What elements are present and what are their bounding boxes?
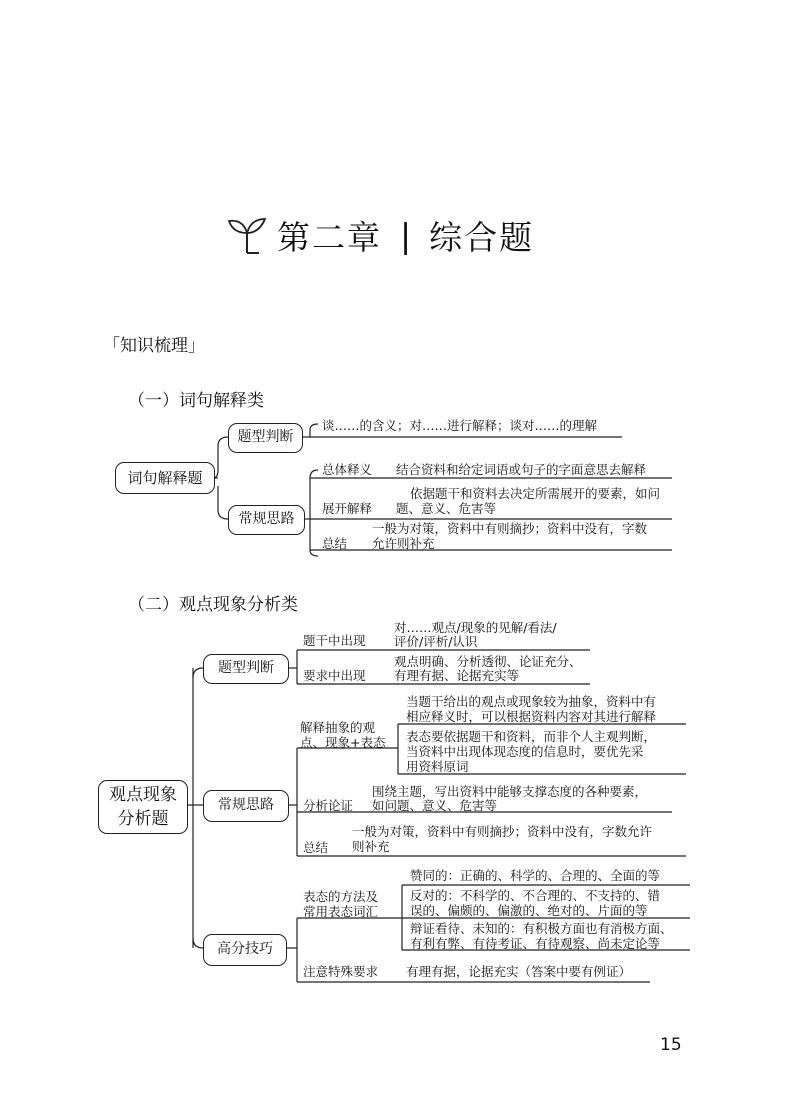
part2-key-method-2: 常用表态词汇 (303, 904, 379, 919)
part2-explain-b-2: 当资料中出现体现态度的信息时，要优先采 (406, 744, 644, 759)
part1-title: （一）词句解释类 (128, 391, 264, 411)
part2-key-req: 要求中出现 (303, 668, 366, 683)
part2-explain-b-3: 用资料原词 (406, 759, 469, 774)
part2-text-stem-2: 评价/评析/认识 (394, 634, 478, 649)
part2-branch-type: 题型判断 (203, 654, 289, 684)
part2-special-text: 有理有据，论据充实（答案中要有例证） (406, 964, 632, 979)
part1-root-box: 词句解释题 (115, 462, 215, 494)
part2-explain-b-1: 表态要依据题干和资料，而非个人主观判断， (406, 729, 657, 744)
part2-text-req-1: 观点明确、分析透彻、论证充分、 (394, 654, 582, 669)
part2-analysis-2: 如问题、意义、危害等 (372, 798, 498, 813)
part1-text-summary-2: 允许则补充 (372, 536, 435, 551)
part2-text-stem-1: 对……观点/现象的见解/看法/ (394, 620, 557, 635)
part1-branch-type: 题型判断 (228, 423, 303, 453)
part2-summary-1: 一般为对策，资料中有则摘抄；资料中没有，字数允许 (352, 824, 653, 839)
part2-key-stem: 题干中出现 (303, 633, 366, 648)
chapter-number: 第二章 (277, 217, 382, 257)
part2-key-explain-1: 解释抽象的观 (300, 720, 376, 735)
part2-method-b-2: 误的、偏颇的、偏激的、绝对的、片面的等 (410, 903, 648, 918)
section-label: 「知识梳理」 (103, 336, 205, 356)
part1-branch-approach: 常规思路 (228, 505, 305, 535)
part1-key-expand: 展开解释 (322, 501, 373, 516)
part2-method-c-1: 辩证看待、未知的：有积极方面也有消极方面、 (410, 921, 673, 936)
sprout-icon (225, 213, 273, 257)
page-number: 15 (660, 1035, 682, 1055)
part1-type-text: 谈……的含义；对……进行解释；谈对……的理解 (322, 418, 598, 433)
part2-summary-2: 则补充 (352, 839, 390, 854)
part2-branch-tips: 高分技巧 (203, 934, 287, 966)
part2-branch-approach: 常规思路 (203, 790, 289, 822)
part2-method-b-1: 反对的：不科学的、不合理的、不支持的、错 (410, 888, 661, 903)
part1-text-overall: 结合资料和给定词语或句子的字面意思去解释 (396, 462, 647, 477)
part2-key-method-1: 表态的方法及 (303, 889, 379, 904)
part2-key-analysis: 分析论证 (303, 798, 354, 813)
chapter-separator: | (400, 215, 412, 255)
part2-title: （二）观点现象分析类 (128, 595, 298, 615)
part2-text-req-2: 有理有据、论据充实等 (394, 668, 520, 683)
part1-key-overall: 总体释义 (322, 462, 373, 477)
part1-text-expand-2: 题、意义、危害等 (396, 501, 497, 516)
part1-text-summary-1: 一般为对策，资料中有则摘抄；资料中没有，字数 (372, 521, 648, 536)
part2-explain-a-1: 当题干给出的观点或现象较为抽象，资料中有 (406, 694, 657, 709)
part2-method-a: 赞同的：正确的、科学的、合理的、全面的等 (410, 868, 661, 883)
chapter-heading (225, 205, 534, 265)
part2-key-special: 注意特殊要求 (303, 964, 379, 979)
part2-explain-a-2: 相应释义时，可以根据资料内容对其进行解释 (406, 709, 657, 724)
part2-method-c-2: 有利有弊、有待考证、有待观察、尚未定论等 (410, 936, 661, 951)
part1-key-summary: 总结 (322, 536, 348, 551)
chapter-subtitle: 综合题 (429, 217, 535, 257)
part1-text-expand-1: 依据题干和资料去决定所需展开的要素，如问 (410, 486, 661, 501)
part2-key-explain-2: 点、现象+表态 (300, 735, 386, 750)
part2-key-summary: 总结 (303, 840, 329, 855)
part2-root-box: 观点现象分析题 (98, 780, 188, 834)
part2-analysis-1: 围绕主题，写出资料中能够支撑态度的各种要素， (372, 784, 648, 799)
